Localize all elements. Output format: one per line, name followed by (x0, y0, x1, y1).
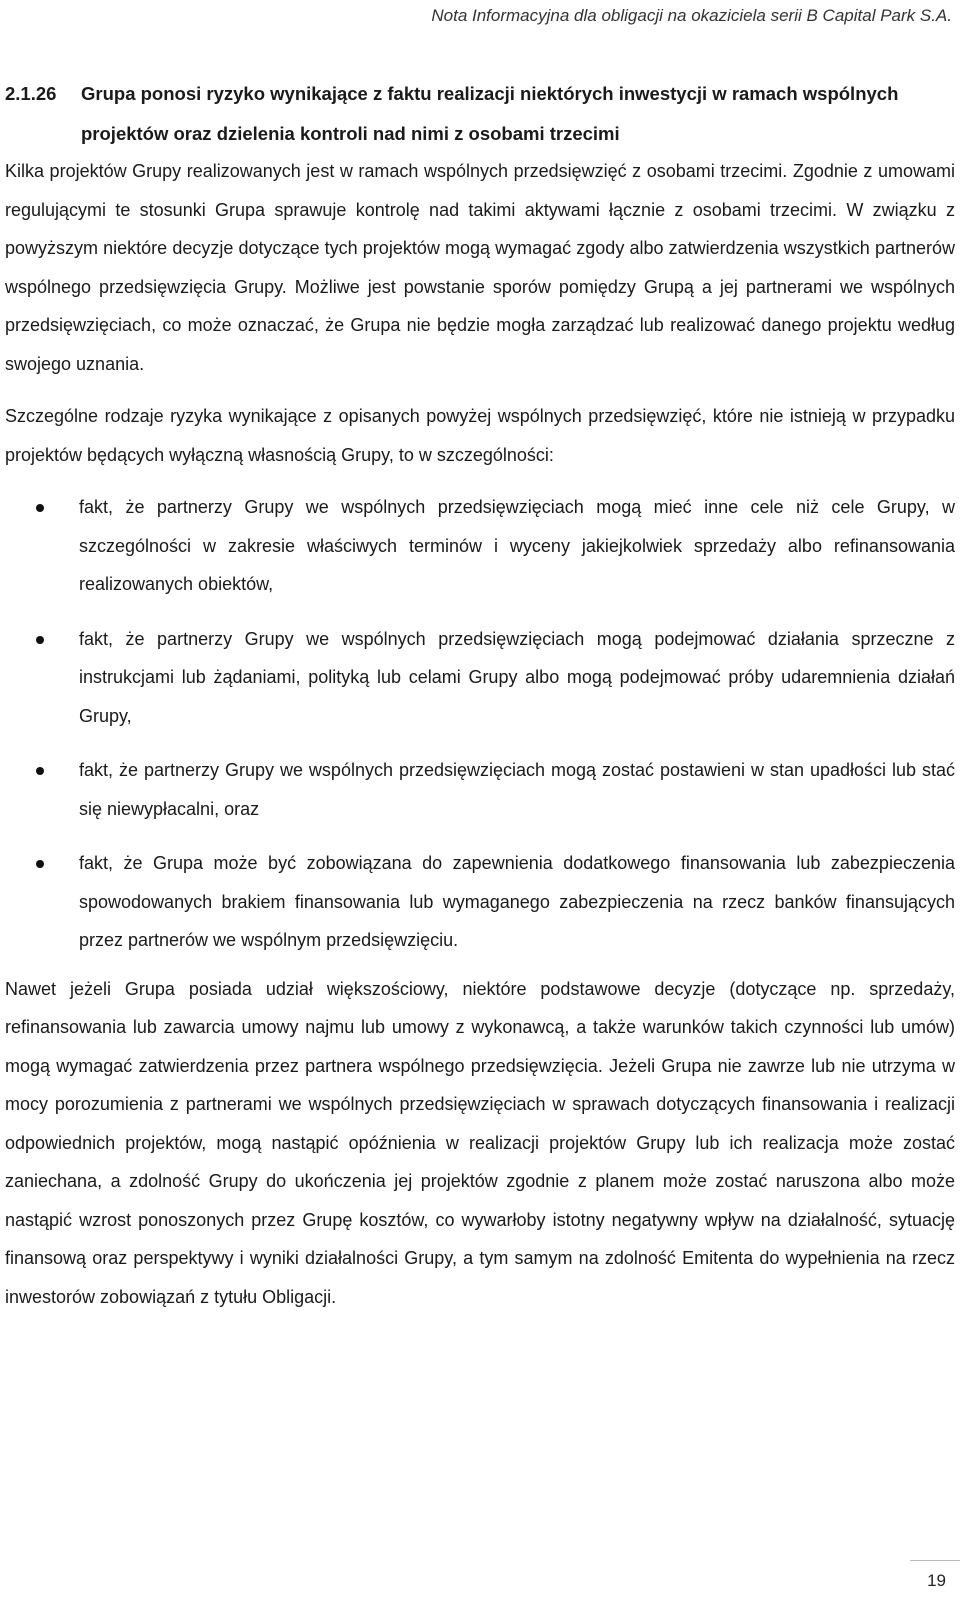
bullet-icon (36, 636, 44, 644)
paragraph-conclusion: Nawet jeżeli Grupa posiada udział większościowy, niektóre podstawowe decyzje (dotyczące np. sprzedaży, refinansowania lub zawarcia umowy najmu lub umowy z wykonawcą, a także warunków takich czynności lub umów) mogą wymagać zatwierdzenia przez partnera wspólnego przedsięwzięcia. Jeżeli Grupa nie zawrze lub nie utrzyma w mocy porozumienia z partnerami we wspólnych przedsięwzięciach w sprawach dotyczących finansowania i realizacji odpowiednich projektów, mogą nastąpić opóźnienia w realizacji projektów Grupy lub ich realizacja może zostać zaniechana, a zdolność Grupy do ukończenia jej projektów zgodnie z planem może zostać naruszona albo może nastąpić wzrost ponoszonych przez Grupę kosztów, co wywarłoby istotny negatywny wpływ na działalność, sytuację finansową oraz perspektywy i wyniki działalności Grupy, a tym samym na zdolność Emitenta do wypełnienia na rzecz inwestorów zobowiązań z tytułu Obligacji. (5, 978, 955, 1307)
bullet-icon (36, 860, 44, 868)
list-item-text: fakt, że partnerzy Grupy we wspólnych przedsięwzięciach mogą mieć inne cele niż cele Grupy, w szczególności w zakresie właściwych terminów i wyceny jakiejkolwiek sprzedaży albo refinansowania realizowanych obiektów, (79, 497, 955, 594)
running-header: Nota Informacyjna dla obligacji na okaziciela serii B Capital Park S.A. (431, 6, 952, 25)
section-number: 2.1.26 (5, 83, 57, 104)
footer-rule (910, 1560, 960, 1561)
bullet-icon (36, 504, 44, 512)
document-body (5, 74, 955, 1330)
paragraph-intro: Kilka projektów Grupy realizowanych jest w ramach wspólnych przedsięwzięć z osobami trzecimi. Zgodnie z umowami regulującymi te stosunki Grupa sprawuje kontrolę nad takimi aktywami łącznie z osobami trzecimi. W związku z powyższym niektóre decyzje dotyczące tych projektów mogą wymagać zgody albo zatwierdzenia wszystkich partnerów wspólnego przedsięwzięcia Grupy. Możliwe jest powstanie sporów pomiędzy Grupą a jej partnerami we wspólnych przedsięwzięciach, co może oznaczać, że Grupa nie będzie mogła zarządzać lub realizować danego projektu według swojego uznania. (5, 161, 955, 374)
bullet-icon (36, 767, 44, 775)
section-heading (5, 74, 955, 154)
list-item-text: fakt, że partnerzy Grupy we wspólnych przedsięwzięciach mogą zostać postawieni w stan upadłości lub stać się niewypłacalni, oraz (79, 760, 955, 819)
paragraph-risks-lead: Szczególne rodzaje ryzyka wynikające z opisanych powyżej wspólnych przedsięwzięć, które nie istnieją w przypadku projektów będących wyłączną własnością Grupy, to w szczególności: (5, 406, 955, 465)
list-item (5, 844, 955, 960)
list-item-text: fakt, że Grupa może być zobowiązana do zapewnienia dodatkowego finansowania lub zabezpieczenia spowodowanych brakiem finansowania lub wymaganego zabezpieczenia na rzecz banków finansujących przez partnerów we wspólnym przedsięwzięciu. (79, 853, 955, 950)
list-item-text: fakt, że partnerzy Grupy we wspólnych przedsięwzięciach mogą podejmować działania sprzeczne z instrukcjami lub żądaniami, polityką lub celami Grupy albo mogą podejmować próby udaremnienia działań Grupy, (79, 628, 955, 726)
list-item (5, 488, 955, 604)
list-item (5, 620, 955, 736)
section-title: Grupa ponosi ryzyko wynikające z faktu realizacji niektórych inwestycji w ramach wspólnych projektów oraz dzielenia kontroli nad nimi z osobami trzecimi (81, 83, 899, 144)
list-item (5, 751, 955, 828)
page-number: 19 (927, 1571, 946, 1590)
risk-list (5, 488, 955, 960)
